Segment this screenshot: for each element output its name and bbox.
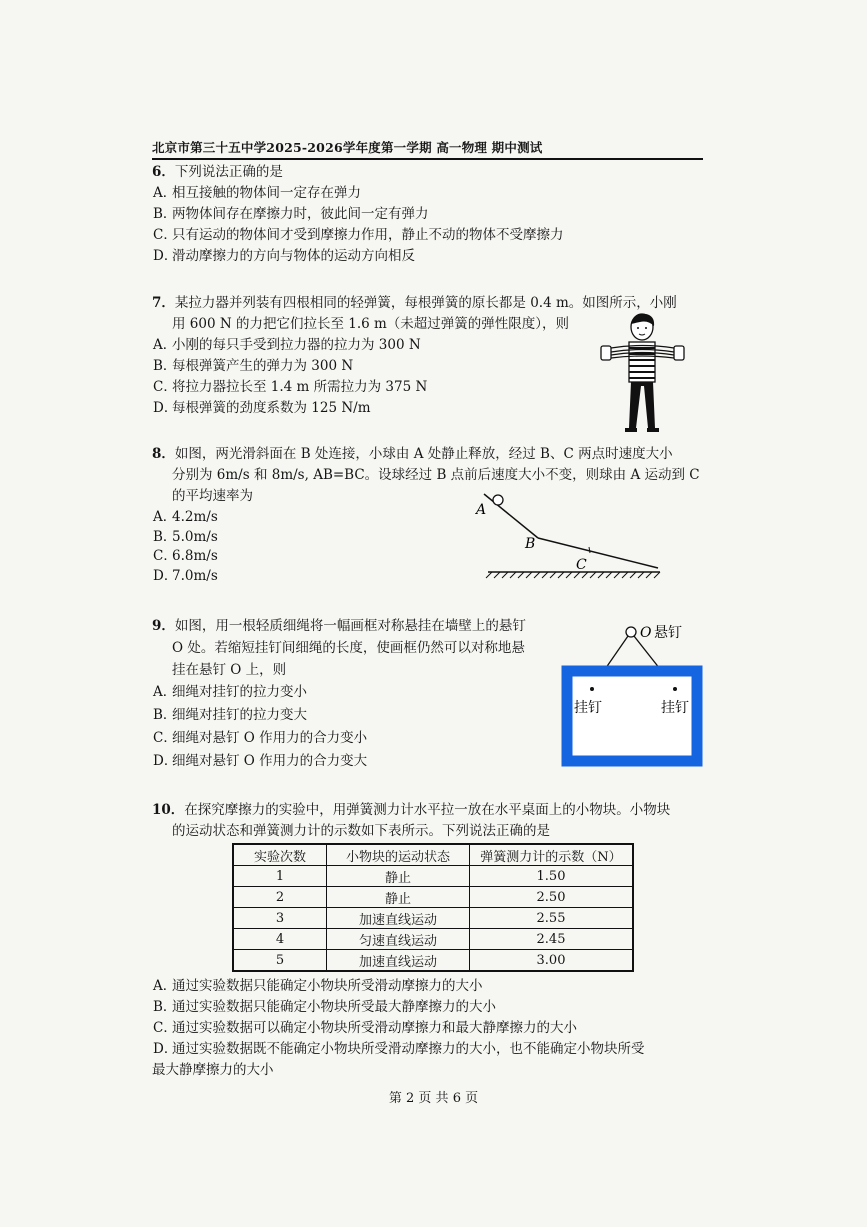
q7-option-text: 将拉力器拉长至 1.4 m 所需拉力为 375 N <box>172 379 428 395</box>
q9-option-b <box>152 704 526 727</box>
table-cell: 加速直线运动 <box>327 908 470 929</box>
q9-option-label: B． <box>153 707 177 723</box>
o-label: O <box>640 625 652 641</box>
q7-option-text: 小刚的每只手受到拉力器的拉力为 300 N <box>172 337 421 353</box>
q8-stem-line1 <box>152 444 700 465</box>
incline-ab <box>484 494 538 538</box>
q6-option-label: B． <box>153 206 177 222</box>
q9-option-label: D． <box>153 753 178 769</box>
q10-options <box>152 976 645 1081</box>
table-row <box>233 929 633 950</box>
q10-option-text: 通过实验数据只能确定小物块所受最大静摩擦力的大小 <box>172 999 496 1015</box>
table-cell: 2.50 <box>470 887 634 908</box>
table-cell: 5 <box>233 950 327 972</box>
q7-option-label: A． <box>153 337 177 353</box>
q10-stem-text: 在探究摩擦力的实验中，用弹簧测力计水平拉一放在水平桌面上的小物块。小物块 <box>184 802 671 818</box>
q8-option-label: B． <box>153 528 177 545</box>
q10-number: 10． <box>152 802 185 818</box>
peg-right-label: 挂钉 <box>661 700 689 716</box>
table-header: 弹簧测力计的示数（N） <box>470 844 634 866</box>
q8-option-text: 6.8m/s <box>172 548 218 564</box>
table-cell: 3 <box>233 908 327 929</box>
q6-stem <box>152 162 564 183</box>
nail-label: 悬钉 <box>654 625 682 641</box>
q9-option-label: C． <box>153 730 177 746</box>
q10-option-text: 通过实验数据只能确定小物块所受滑动摩擦力的大小 <box>172 978 483 994</box>
incline-figure <box>470 488 675 583</box>
q8-option-text: 5.0m/s <box>172 528 218 545</box>
q9-option-a <box>152 681 526 704</box>
q6-stem-text: 下列说法正确的是 <box>174 164 283 180</box>
peg-left-label: 挂钉 <box>574 700 602 716</box>
q6-option-text: 滑动摩擦力的方向与物体的运动方向相反 <box>172 248 415 264</box>
q6-option-label: C． <box>153 227 177 243</box>
experiment-table <box>232 843 634 972</box>
q9-stem-line2: O 处。若缩短挂钉间细绳的长度，使画框仍然可以对称地悬 <box>172 640 525 656</box>
q9-option-text: 细绳对悬钉 O 作用力的合力变小 <box>172 730 368 746</box>
q10-option-d <box>152 1039 645 1060</box>
q7-option-label: D． <box>153 400 178 416</box>
q6-option-text: 相互接触的物体间一定存在弹力 <box>172 185 361 201</box>
point-a-label: A <box>476 502 487 518</box>
peg-left <box>590 687 594 691</box>
q9-number: 9． <box>152 618 175 634</box>
q10-option-text: 通过实验数据可以确定小物块所受滑动摩擦力和最大静摩擦力的大小 <box>172 1020 577 1036</box>
question-10 <box>152 800 670 842</box>
table-row <box>233 908 633 929</box>
q10-option-label: B． <box>153 999 177 1015</box>
table-row <box>233 866 633 887</box>
question-6 <box>152 162 564 267</box>
table-row <box>233 950 633 972</box>
q9-option-text: 细绳对挂钉的拉力变大 <box>172 707 307 723</box>
q6-option-text: 两物体间存在摩擦力时，彼此间一定有弹力 <box>172 206 429 222</box>
table-cell: 1 <box>233 866 327 887</box>
q10-stem-line1 <box>152 800 670 821</box>
q8-option-label: C． <box>153 548 177 564</box>
q6-option-label: A． <box>153 185 177 201</box>
q10-option-label: C． <box>153 1020 177 1036</box>
q7-option-label: B． <box>153 358 177 374</box>
q8-stem-line3: 的平均速率为 <box>172 488 253 504</box>
q10-stem-line2: 的运动状态和弹簧测力计的示数如下表所示。下列说法正确的是 <box>172 823 550 839</box>
q7-option-text: 每根弹簧产生的弹力为 300 N <box>172 358 354 374</box>
table-cell: 4 <box>233 929 327 950</box>
q9-stem-text: 如图，用一根轻质细绳将一幅画框对称悬挂在墙壁上的悬钉 <box>174 618 526 634</box>
page-footer: 第 2 页 共 6 页 <box>388 1091 479 1106</box>
q8-option-text: 7.0m/s <box>172 567 218 584</box>
q7-option-label: C． <box>153 379 177 395</box>
table-cell: 加速直线运动 <box>327 950 470 972</box>
table-cell: 3.00 <box>470 950 634 972</box>
q10-option-text: 通过实验数据既不能确定小物块所受滑动摩擦力的大小，也不能确定小物块所受 <box>172 1041 645 1057</box>
table-cell: 匀速直线运动 <box>327 929 470 950</box>
table-row <box>233 887 633 908</box>
q9-stem-line1 <box>152 616 526 637</box>
q7-stem-text: 某拉力器并列装有四根相同的轻弹簧，每根弹簧的原长都是 0.4 m。如图所示，小刚 <box>174 295 677 311</box>
q6-option-label: D． <box>153 248 178 264</box>
q10-option-label: A． <box>153 978 177 994</box>
ground-hatching <box>486 572 660 578</box>
q8-stem-text: 如图，两光滑斜面在 B 处连接，小球由 A 处静止释放，经过 B、C 两点时速度大小 <box>174 446 673 462</box>
table-header-row <box>233 844 633 866</box>
q9-stem-line3: 挂在悬钉 O 上，则 <box>172 662 287 678</box>
table-header: 小物块的运动状态 <box>327 844 470 866</box>
table-cell: 2.55 <box>470 908 634 929</box>
incline-bc <box>538 538 658 568</box>
q8-stem-line2: 分别为 6m/s 和 8m/s, AB=BC。设球经过 B 点前后速度大小不变，则球由 A 运动到 C <box>172 467 700 483</box>
ball <box>493 495 503 505</box>
q6-option-text: 只有运动的物体间才受到摩擦力作用，静止不动的物体不受摩擦力 <box>172 227 564 243</box>
q6-number: 6． <box>152 164 175 180</box>
table-cell: 2 <box>233 887 327 908</box>
q10-option-b <box>152 997 645 1018</box>
q8-option-label: D． <box>153 567 178 584</box>
q7-number: 7． <box>152 295 175 311</box>
q6-option-c <box>152 225 564 246</box>
table-header: 实验次数 <box>233 844 327 866</box>
q9-option-c <box>152 727 526 750</box>
point-b-label: B <box>525 536 536 552</box>
nail-o <box>626 627 636 637</box>
boy-with-expander-figure <box>598 310 688 435</box>
point-c-label: C <box>576 557 587 573</box>
q10-option-c <box>152 1018 645 1039</box>
table-cell: 1.50 <box>470 866 634 887</box>
picture-frame-figure <box>560 620 705 768</box>
q9-option-text: 细绳对悬钉 O 作用力的合力变大 <box>172 753 368 769</box>
q9-option-label: A． <box>153 684 177 700</box>
table-cell: 静止 <box>327 887 470 908</box>
question-9 <box>152 616 526 773</box>
q8-option-text: 4.2m/s <box>172 509 218 525</box>
table-cell: 2.45 <box>470 929 634 950</box>
q6-option-b <box>152 204 564 225</box>
q10-option-label: D． <box>153 1041 178 1057</box>
q9-option-text: 细绳对挂钉的拉力变小 <box>172 684 307 700</box>
page-header: 北京市第三十五中学2025-2026学年度第一学期 高一物理 期中测试 <box>152 138 703 160</box>
picture-frame <box>567 671 697 761</box>
q10-option-d-continued: 最大静摩擦力的大小 <box>152 1062 274 1078</box>
q8-number: 8． <box>152 446 175 462</box>
peg-right <box>673 687 677 691</box>
q9-option-d <box>152 750 526 773</box>
q6-option-d <box>152 246 564 267</box>
table-cell: 静止 <box>327 866 470 887</box>
q7-stem-line2: 用 600 N 的力把它们拉长至 1.6 m（未超过弹簧的弹性限度），则 <box>172 316 570 332</box>
q6-option-a <box>152 183 564 204</box>
q8-option-label: A． <box>153 509 177 525</box>
q7-option-text: 每根弹簧的劲度系数为 125 N/m <box>172 400 371 416</box>
q10-option-a <box>152 976 645 997</box>
